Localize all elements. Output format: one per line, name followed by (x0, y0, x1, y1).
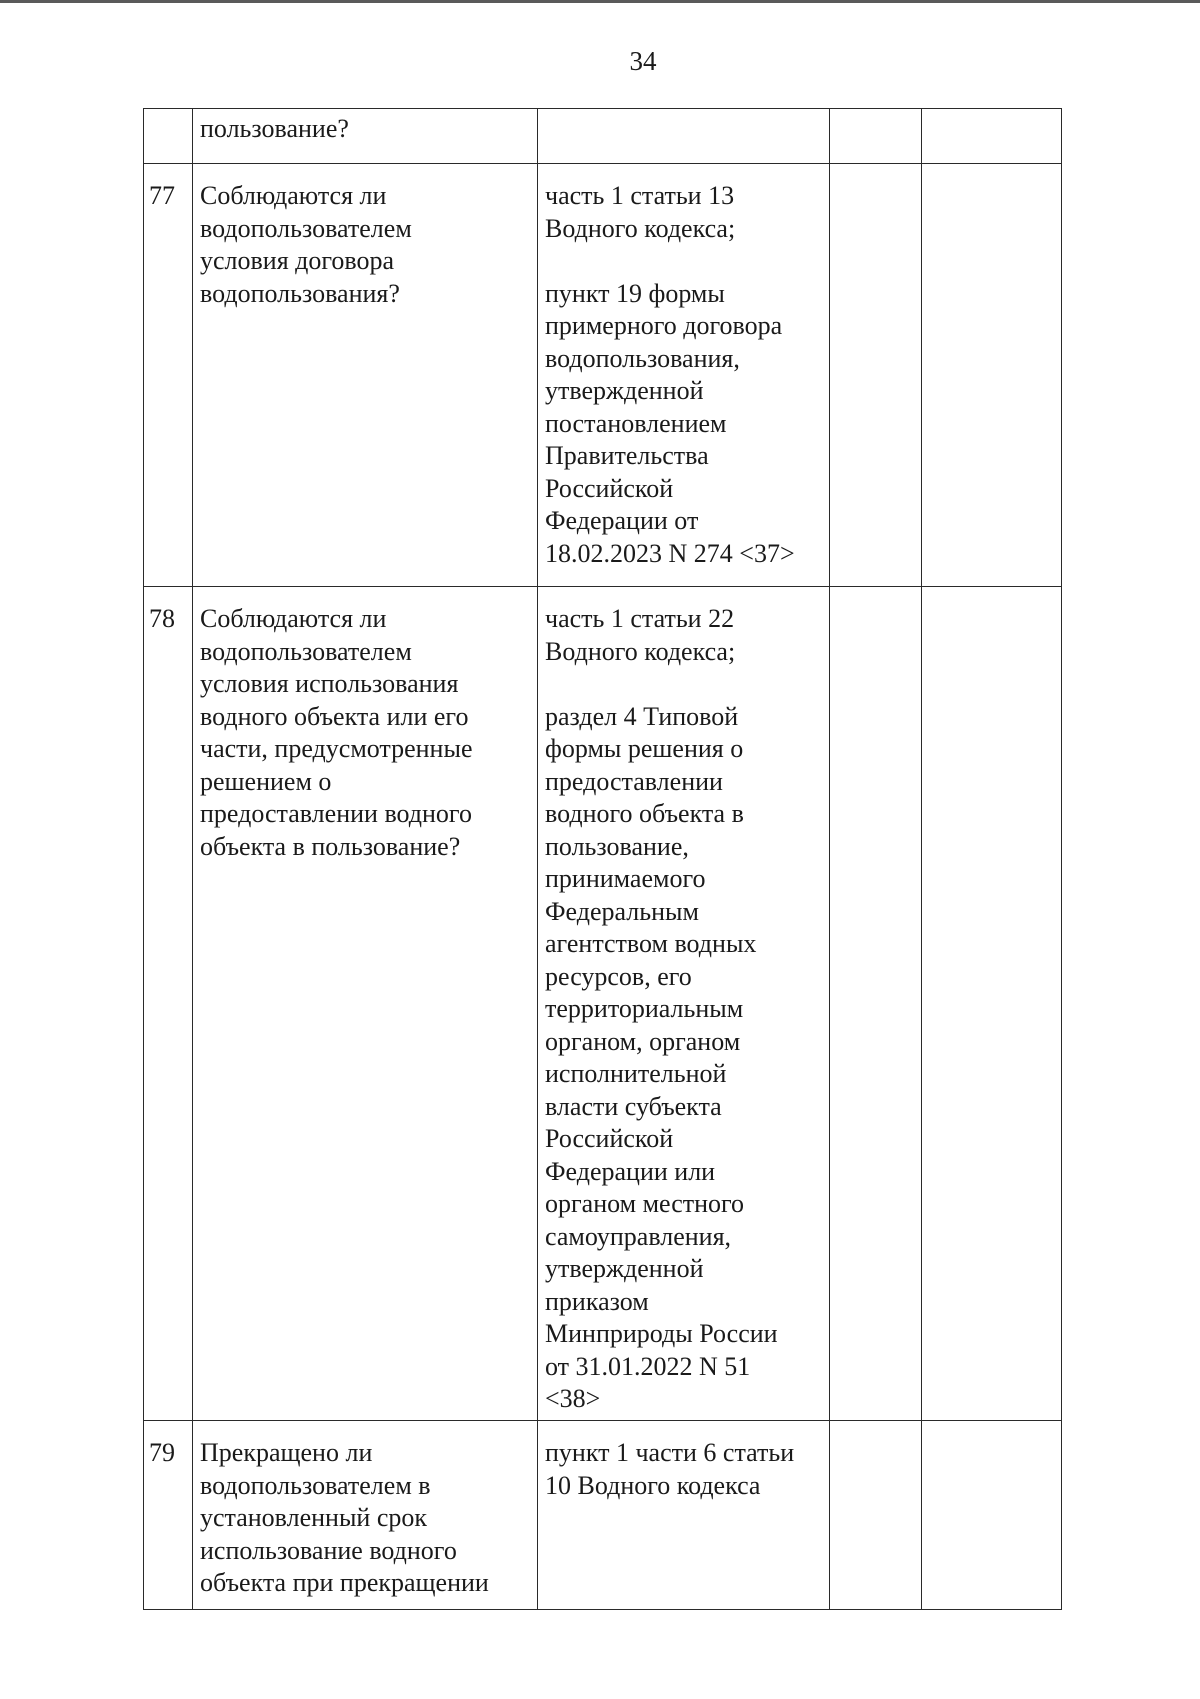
table-row (144, 587, 1062, 1421)
answer-cell (830, 109, 922, 164)
answer-cell (830, 1421, 922, 1610)
page-number: 34 (629, 46, 657, 76)
note-cell (922, 1421, 1062, 1610)
legal-reference-cell (538, 109, 830, 164)
table-row (144, 109, 1062, 164)
row-number: 79 (144, 1421, 193, 1610)
note-cell (922, 164, 1062, 587)
note-cell (922, 587, 1062, 1421)
legal-reference-cell: часть 1 статьи 22 Водного кодекса; раздел 4 Типовой формы решения о предоставлении водного объекта в пользование, принимаемого Федеральным агентством водных ресурсов, его территориальным органом, органом исполнительной власти субъекта Российской Федерации или органом местного самоуправления, утвержденной приказом Минприроды России от 31.01.2022 N 51 <38> (538, 587, 830, 1421)
question-cell: Соблюдаются ли водопользователем условия договора водопользования? (193, 164, 538, 587)
row-number: 77 (144, 164, 193, 587)
scan-edge (0, 0, 1200, 3)
question-cell: пользование? (193, 109, 538, 164)
question-cell: Соблюдаются ли водопользователем условия использования водного объекта или его части, предусмотренные решением о предоставлении водного объекта в пользование? (193, 587, 538, 1421)
note-cell (922, 109, 1062, 164)
row-number: 78 (144, 587, 193, 1421)
legal-reference-cell: пункт 1 части 6 статьи 10 Водного кодекса (538, 1421, 830, 1610)
checklist-table (143, 108, 1062, 1610)
question-cell: Прекращено ли водопользователем в установленный срок использование водного объекта при прекращении (193, 1421, 538, 1610)
table-row (144, 164, 1062, 587)
answer-cell (830, 164, 922, 587)
legal-reference-cell: часть 1 статьи 13 Водного кодекса; пункт 19 формы примерного договора водопользования, утвержденной постановлением Правительства Российской Федерации от 18.02.2023 N 274 <37> (538, 164, 830, 587)
table-row (144, 1421, 1062, 1610)
answer-cell (830, 587, 922, 1421)
row-number (144, 109, 193, 164)
